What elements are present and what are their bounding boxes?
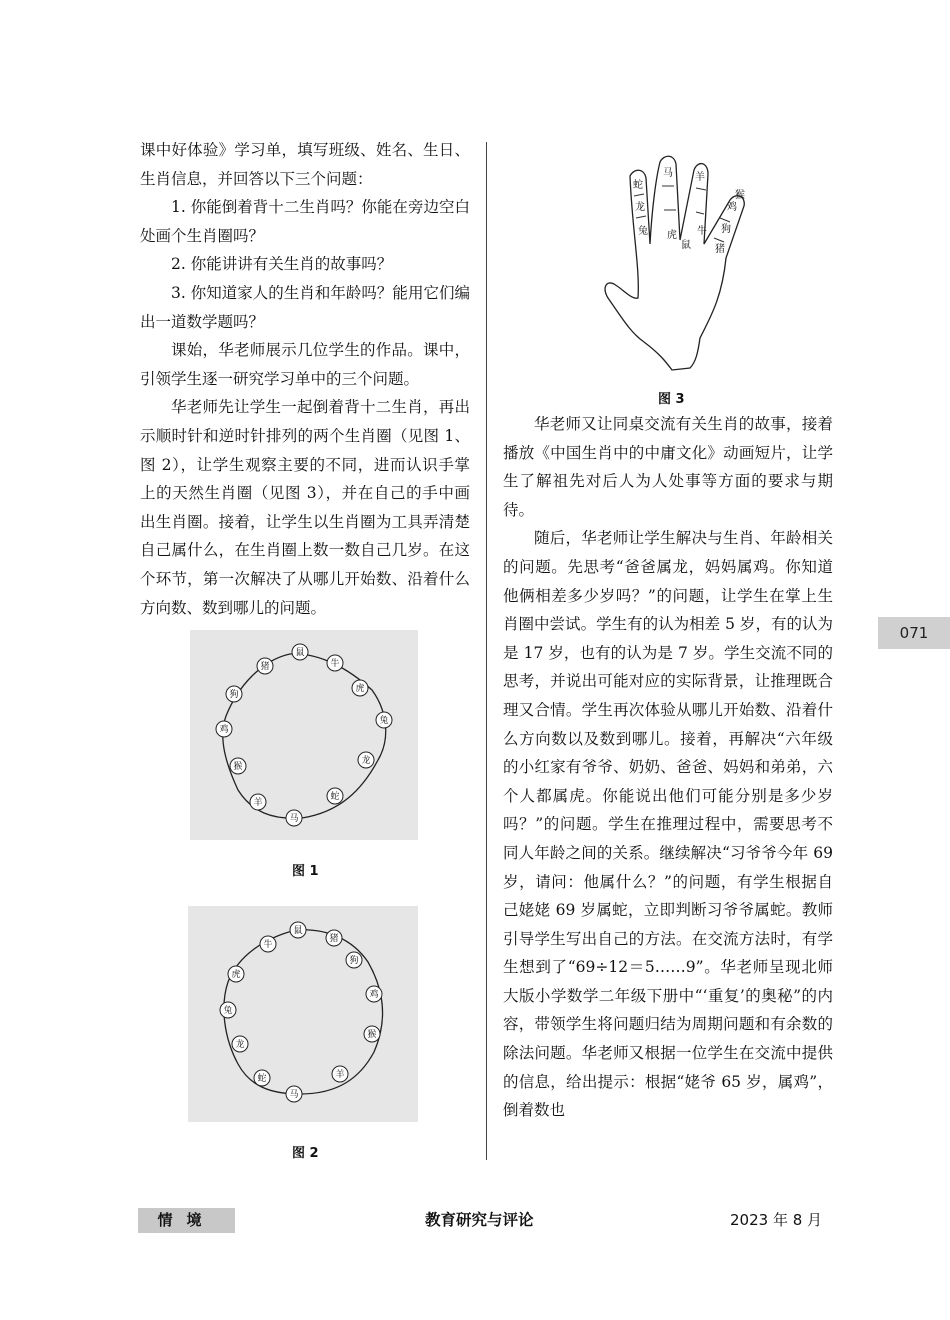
zodiac-label: 狗	[349, 956, 359, 966]
figure-2-zodiac-circle-counterclockwise	[188, 906, 418, 1122]
finger-label: 猪	[715, 244, 725, 255]
finger-label: 鼠	[681, 240, 691, 251]
right-column	[503, 410, 833, 1125]
zodiac-label: 狗	[229, 690, 239, 700]
zodiac-node	[257, 658, 273, 674]
zodiac-label: 羊	[253, 798, 263, 808]
zodiac-node	[220, 1002, 236, 1018]
zodiac-label: 龙	[361, 756, 371, 766]
figure-3-caption: 图 3	[658, 392, 685, 407]
zodiac-node	[230, 758, 246, 774]
zodiac-label: 蛇	[257, 1074, 267, 1084]
zodiac-label: 兔	[379, 716, 389, 726]
page-number: 071	[878, 617, 950, 649]
finger-label: 蛇	[633, 180, 643, 191]
zodiac-node	[292, 644, 308, 660]
zodiac-node	[346, 952, 362, 968]
finger-label: 狗	[721, 224, 731, 235]
footer-section-label: 情境	[138, 1208, 235, 1233]
zodiac-node	[326, 930, 342, 946]
zodiac-node	[352, 680, 368, 696]
figure-3-hand-zodiac	[600, 148, 765, 378]
zodiac-node	[232, 1036, 248, 1052]
footer-date: 2023 年 8 月	[730, 1211, 823, 1229]
paragraph: 华老师先让学生一起倒着背十二生肖，再出示顺时针和逆时针排列的两个生肖圈（见图 1、图 2），让学生观察主要的不同，进而认识手掌上的天然生肖圈（见图 3），并在自己的手中画出生肖圈。接着，让学生以生肖圈为工具弄清楚自己属什么，在生肖圈上数一数自己几岁。在这个环节，第一次解决了从哪儿开始数、沿着什么方向数、数到哪儿的问题。	[140, 398, 470, 617]
figure-1-zodiac-circle-clockwise	[190, 630, 418, 840]
zodiac-label: 猪	[260, 662, 270, 672]
finger-label: 羊	[695, 172, 705, 183]
zodiac-label: 猪	[329, 934, 339, 944]
zodiac-node	[254, 1070, 270, 1086]
zodiac-label: 鸡	[369, 990, 379, 1000]
figure-2-caption: 图 2	[292, 1146, 319, 1161]
column-divider	[486, 142, 487, 1160]
question-2: 2. 你能讲讲有关生肖的故事吗？	[171, 255, 393, 274]
zodiac-node	[250, 794, 266, 810]
zodiac-node	[260, 936, 276, 952]
paragraph: 课中好体验》学习单，填写班级、姓名、生日、生肖信息，并回答以下三个问题：	[140, 141, 470, 188]
zodiac-node	[364, 1026, 380, 1042]
zodiac-node	[327, 655, 343, 671]
finger-label: 龙	[635, 202, 645, 213]
zodiac-label: 兔	[223, 1006, 233, 1016]
zodiac-label: 龙	[235, 1040, 245, 1050]
figure-1-caption: 图 1	[292, 864, 319, 879]
zodiac-label: 猴	[233, 762, 243, 772]
finger-label: 虎	[667, 230, 677, 241]
zodiac-label: 虎	[355, 684, 365, 694]
zodiac-label: 鼠	[293, 926, 303, 936]
footer-journal-title: 教育研究与评论	[425, 1211, 534, 1229]
zodiac-label: 牛	[330, 659, 340, 669]
finger-label: 马	[663, 168, 673, 179]
zodiac-label: 马	[289, 814, 299, 824]
zodiac-label: 羊	[335, 1070, 345, 1080]
zodiac-node	[286, 1086, 302, 1102]
zodiac-node	[332, 1066, 348, 1082]
paragraph: 课始，华老师展示几位学生的作品。课中，引领学生逐一研究学习单中的三个问题。	[140, 341, 470, 388]
question-1: 1. 你能倒着背十二生肖吗？你能在旁边空白处画个生肖圈吗？	[140, 198, 470, 245]
left-column	[140, 136, 470, 622]
zodiac-label: 牛	[263, 940, 273, 950]
paragraph: 华老师又让同桌交流有关生肖的故事，接着播放《中国生肖中的中庸文化》动画短片，让学生了解祖先对后人为人处事等方面的要求与期待。	[503, 415, 833, 519]
finger-label: 兔	[638, 226, 648, 237]
zodiac-label: 马	[289, 1090, 299, 1100]
zodiac-label: 鸡	[219, 725, 229, 735]
zodiac-node	[290, 922, 306, 938]
zodiac-node	[286, 810, 302, 826]
paragraph: 随后，华老师让学生解决与生肖、年龄相关的问题。先思考“爸爸属龙，妈妈属鸡。你知道他俩相差多少岁吗？”的问题，让学生在掌上生肖圈中尝试。学生有的认为相差 5 岁，有的认为是 17 岁，也有的认为是 7 岁。学生交流不同的思考，并说出可能对应的实际背景，让推理既合理又合情。学生再次体验从哪儿开始数、沿着什么方向数以及数到哪儿。接着，再解决“六年级的小红家有爷爷、奶奶、爸爸、妈妈和弟弟，六个人都属虎。你能说出他们可能分别是多少岁吗？”的问题。学生在推理过程中，需要思考不同人年龄之间的关系。继续解决“习爷爷今年 69 岁，请问：他属什么？”的问题，有学生根据自己姥姥 69 岁属蛇，立即判断习爷爷属蛇。教师引导学生写出自己的方法。在交流方法时，有学生想到了“69÷12＝5……9”。华老师呈现北师大版小学数学二年级下册中“‘重复’的奥秘”的内容，带领学生将问题归结为周期问题和有余数的除法问题。华老师又根据一位学生在交流中提供的信息，给出提示：根据“姥爷 65 岁，属鸡”，倒着数也	[503, 529, 833, 1120]
question-3: 3. 你知道家人的生肖和年龄吗？能用它们编出一道数学题吗？	[140, 283, 470, 331]
zodiac-label: 鼠	[295, 648, 305, 658]
zodiac-node	[327, 788, 343, 804]
zodiac-node	[228, 966, 244, 982]
finger-label: 牛	[697, 226, 707, 237]
zodiac-label: 蛇	[330, 792, 340, 802]
zodiac-node	[358, 752, 374, 768]
finger-label: 鸡	[727, 202, 737, 213]
zodiac-node	[226, 686, 242, 702]
finger-label: 猴	[735, 190, 745, 201]
zodiac-node	[376, 712, 392, 728]
zodiac-label: 虎	[231, 970, 241, 980]
zodiac-node	[216, 721, 232, 737]
zodiac-label: 猴	[367, 1030, 377, 1040]
zodiac-node	[366, 986, 382, 1002]
